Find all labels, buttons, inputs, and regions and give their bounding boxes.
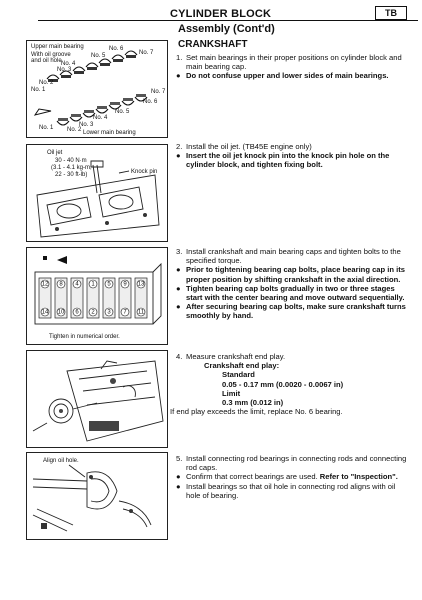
svg-text:6: 6 — [75, 309, 79, 316]
svg-text:No. 1: No. 1 — [31, 87, 46, 93]
svg-text:13: 13 — [137, 281, 145, 288]
svg-text:Oil jet: Oil jet — [47, 150, 63, 156]
svg-text:No. 3: No. 3 — [57, 67, 72, 73]
svg-text:9: 9 — [123, 281, 127, 288]
upper-bearing-label: Upper main bearing — [31, 44, 84, 50]
conrod-bearings-drawing — [27, 453, 167, 539]
end-play-note: If end play exceeds the limit, replace No. 6 bearing. — [170, 407, 343, 417]
section-title: CRANKSHAFT — [178, 39, 248, 50]
svg-text:10: 10 — [57, 309, 65, 316]
step-5-instruction: 5. Install connecting rod bearings in connecting rods and connecting rod caps. — [176, 454, 407, 473]
svg-text:2: 2 — [91, 309, 95, 316]
oil-jet-drawing — [27, 145, 167, 241]
svg-text:No. 2: No. 2 — [67, 127, 82, 133]
groove-label-line1: With oil groove — [31, 52, 71, 58]
end-play-standard-value: 0.05 - 0.17 mm (0.0020 - 0.0067 in) — [222, 379, 344, 389]
lower-bearing-label: Lower main bearing — [83, 130, 136, 136]
figure-main-bearings — [26, 40, 168, 138]
step-1-text — [176, 53, 408, 81]
svg-text:7: 7 — [123, 309, 127, 316]
svg-text:No. 4: No. 4 — [93, 115, 108, 121]
page-subtitle: Assembly (Cont'd) — [178, 23, 275, 35]
end-play-limit-label: Limit — [222, 388, 241, 398]
svg-text:11: 11 — [137, 309, 145, 316]
svg-text:14: 14 — [41, 309, 49, 316]
figure-oil-jet — [26, 144, 168, 242]
step-2-caution: ● Insert the oil jet knock pin into the knock pin hole on the cylinder block, and tighten fixing bolt. — [176, 151, 390, 170]
step-4-instruction: 4. Measure crankshaft end play. — [176, 352, 286, 361]
step-4-text — [170, 352, 408, 417]
step-2-text — [176, 142, 408, 170]
svg-text:1: 1 — [91, 281, 95, 288]
step-1-caution: ● Do not confuse upper and lower sides of main bearings. — [176, 71, 389, 81]
main-bearings-drawing — [27, 41, 167, 137]
step-3-note-1: ● Prior to tightening bearing cap bolts, place bearing cap in its proper position by shifting crankshaft in the axial direction. — [176, 265, 405, 284]
end-play-spec-name: Crankshaft end play: — [204, 361, 280, 371]
header-rule — [38, 20, 418, 21]
step-5-note-2: ● Install bearings so that oil hole in connecting rod aligns with oil hole of bearing. — [176, 481, 396, 500]
figure-conrod-bearings — [26, 452, 168, 540]
step-3-text — [176, 247, 408, 321]
svg-text:No. 6: No. 6 — [143, 99, 158, 105]
svg-text:No. 7: No. 7 — [139, 50, 154, 56]
svg-text:No. 2: No. 2 — [39, 80, 54, 86]
svg-text:22 - 30 ft-lb): 22 - 30 ft-lb) — [55, 172, 88, 178]
svg-text:3: 3 — [107, 309, 111, 316]
step-2-instruction: 2. Install the oil jet. (TB45E engine only) — [176, 142, 312, 151]
svg-text:12: 12 — [41, 281, 49, 288]
align-oil-hole-label: Align oil hole. — [43, 458, 79, 464]
figure-bearing-caps — [26, 247, 168, 345]
page-header-title: CYLINDER BLOCK — [170, 8, 272, 20]
svg-text:Knock pin: Knock pin — [131, 169, 158, 175]
step-5-text — [176, 454, 408, 500]
end-play-drawing — [27, 351, 167, 447]
end-play-limit-value: 0.3 mm (0.012 in) — [222, 398, 284, 408]
svg-text:30 - 40 N·m: 30 - 40 N·m — [55, 158, 87, 164]
front-arrow-icon — [57, 256, 67, 264]
svg-text:8: 8 — [59, 281, 63, 288]
step-3-note-3: ● After securing bearing cap bolts, make sure crankshaft turns smoothly by hand. — [176, 302, 406, 321]
bearing-caps-drawing — [27, 248, 167, 344]
svg-text:5: 5 — [107, 281, 111, 288]
svg-text:(3.1 - 4.1 kg-m,: (3.1 - 4.1 kg-m, — [51, 165, 92, 171]
svg-text:No. 7: No. 7 — [151, 89, 166, 95]
svg-text:No. 5: No. 5 — [91, 53, 106, 59]
svg-text:No. 6: No. 6 — [109, 46, 124, 52]
end-play-standard-label: Standard — [222, 370, 255, 380]
step-1-instruction: 1. Set main bearings in their proper positions on cylinder block and main bearing cap. — [176, 53, 402, 72]
tighten-order-caption: Tighten in numerical order. — [49, 334, 120, 340]
figure-end-play — [26, 350, 168, 448]
step-5-note-1: ● Confirm that correct bearings are used. Refer to "Inspection". — [176, 472, 398, 482]
step-3-note-2: ● Tighten bearing cap bolts gradually in two or three stages start with the center bearing and move outward sequentially. — [176, 283, 405, 303]
svg-text:No. 1: No. 1 — [39, 125, 54, 131]
section-code-badge: TB — [375, 6, 407, 20]
svg-text:4: 4 — [75, 281, 79, 288]
step-3-instruction: 3. Install crankshaft and main bearing caps and tighten bolts to the specified torque. — [176, 247, 401, 266]
svg-text:No. 4: No. 4 — [61, 61, 76, 67]
groove-label-line2: and oil hole — [31, 58, 62, 64]
svg-text:No. 3: No. 3 — [79, 122, 94, 128]
svg-text:No. 5: No. 5 — [115, 109, 130, 115]
